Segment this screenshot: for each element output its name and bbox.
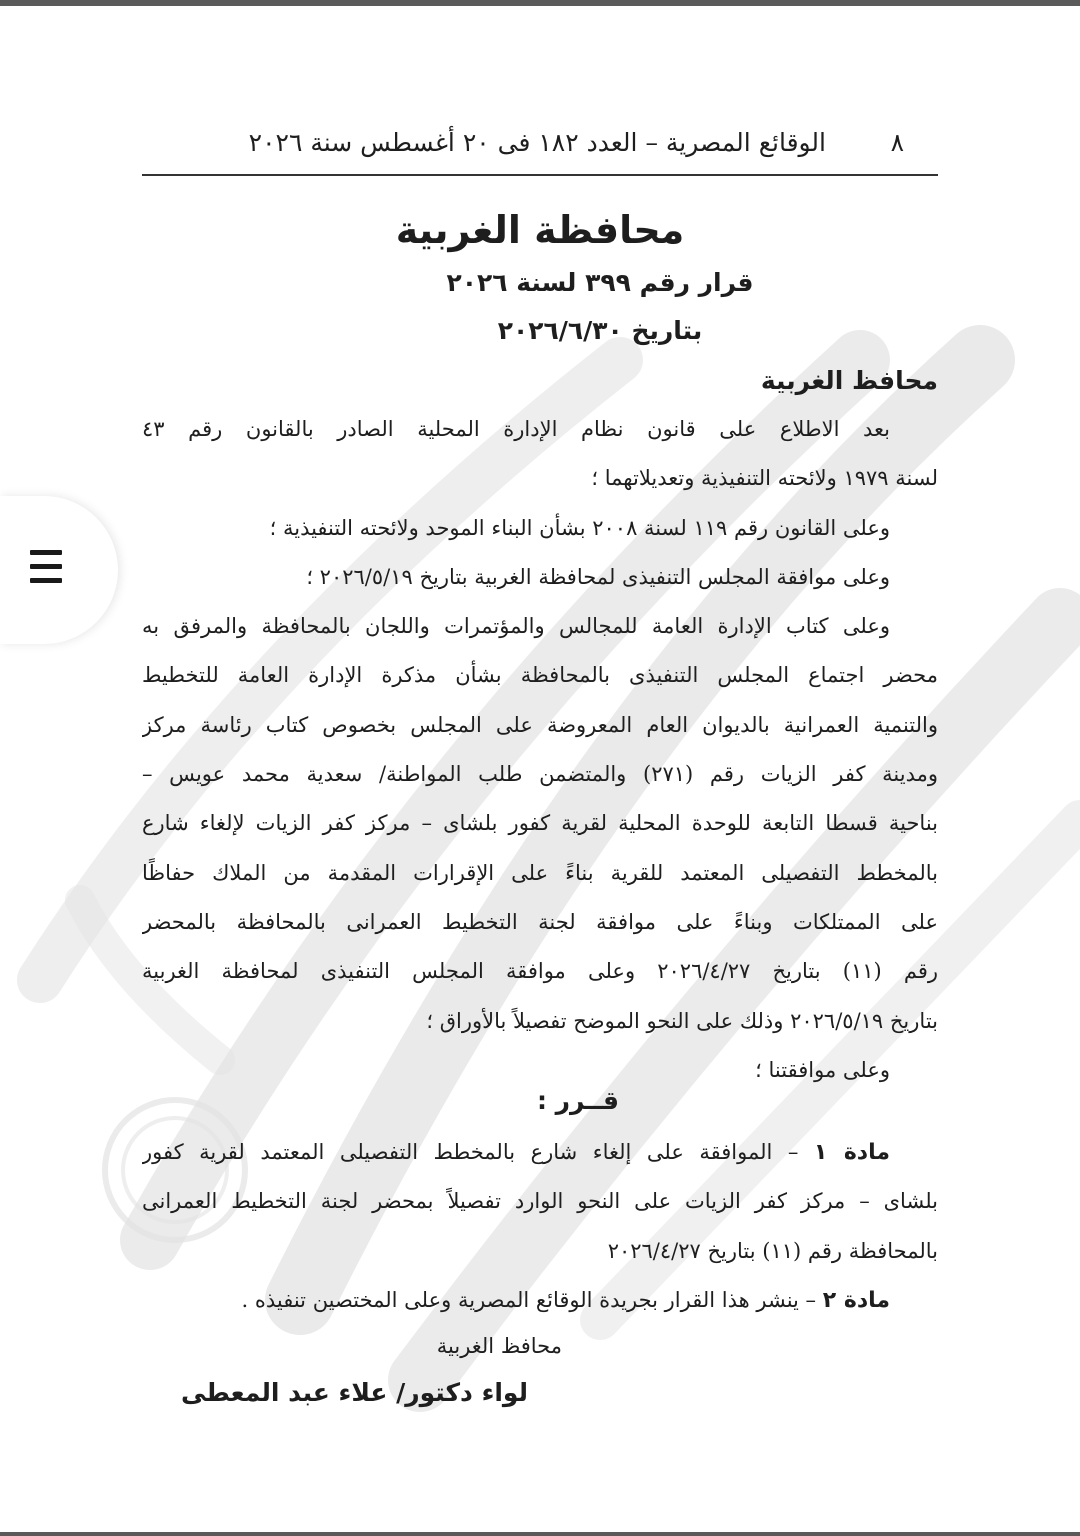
header-divider <box>142 174 938 176</box>
article-1-label: مادة ١ <box>813 1140 890 1165</box>
bottom-border <box>0 1532 1080 1536</box>
governorate-title: محافظة الغربية <box>395 208 685 252</box>
preamble-line: والتنمية العمرانية بالديوان العام المعروضة على المجلس بخصوص كتاب رئاسة مركز <box>142 712 938 737</box>
preamble-line: بعد الاطلاع على قانون نظام الإدارة المحلية الصادر بالقانون رقم ٤٣ <box>142 417 890 441</box>
preamble-line: وعلى كتاب الإدارة العامة للمجالس والمؤتمرات واللجان بالمحافظة والمرفق به <box>142 614 890 639</box>
preamble-line: ومدينة كفر الزيات رقم (٢٧١) والمتضمن طلب المواطنة/ سعدية محمد عويس – <box>142 762 938 787</box>
page-number: ٨ <box>890 128 904 157</box>
gazette-page <box>142 0 938 1536</box>
preamble-line: رقم (١١) بتاريخ ٢٠٢٦/٤/٢٧ وعلى موافقة المجلس التنفيذى لمحافظة الغربية <box>142 959 938 984</box>
preamble-line: محضر اجتماع المجلس التنفيذى بالمحافظة بشأن مذكرة الإدارة العامة للتخطيط <box>142 663 938 688</box>
decision-date: بتاريخ ٢٠٢٦/٦/٣٠ <box>497 316 703 345</box>
issuer-heading: محافظ الغربية <box>760 366 938 395</box>
hamburger-menu-icon <box>30 550 62 584</box>
preamble-line: بناحية قسطا التابعة للوحدة المحلية لقرية كفور بلشاى – مركز كفر الزيات لإلغاء شارع <box>142 811 938 836</box>
article-1-text: – الموافقة على إلغاء شارع بالمخطط التفصيلى المعتمد لقرية كفور <box>142 1140 799 1164</box>
article-2-label: مادة ٢ <box>822 1287 890 1313</box>
decision-number: قرار رقم ٣٩٩ لسنة ٢٠٢٦ <box>446 268 754 297</box>
preamble-line: لسنة ١٩٧٩ ولائحته التنفيذية وتعديلاتهما ؛ <box>591 466 938 491</box>
running-header <box>142 128 938 168</box>
preamble-line: وعلى موافقتنا ؛ <box>755 1057 890 1082</box>
article-1-line: بالمحافظة رقم (١١) بتاريخ ٢٠٢٦/٤/٢٧ <box>607 1238 938 1263</box>
article-1-line <box>142 1128 938 1177</box>
signature-title: محافظ الغربية <box>436 1334 562 1358</box>
articles <box>142 1128 938 1325</box>
article-1-line: بلشاى – مركز كفر الزيات على النحو الوارد تفصيلاً بمحضر لجنة التخطيط العمرانى <box>142 1189 938 1214</box>
preamble-line: على الممتلكات وبناءً على موافقة لجنة التخطيط العمرانى بالمحافظة بالمحضر <box>142 909 938 934</box>
article-2-line <box>142 1276 938 1325</box>
preamble-line: وعلى القانون رقم ١١٩ لسنة ٢٠٠٨ بشأن البناء الموحد ولائحته التنفيذية ؛ <box>269 515 890 540</box>
running-title: الوقائع المصرية – العدد ١٨٢ فى ٢٠ أغسطس سنة ٢٠٢٦ <box>248 128 826 157</box>
menu-button[interactable] <box>0 496 118 644</box>
signature-name: لواء دكتور/ علاء عبد المعطى <box>180 1378 528 1407</box>
decree-heading: قــرر : <box>536 1086 620 1115</box>
article-2-text: – ينشر هذا القرار بجريدة الوقائع المصرية وعلى المختصين تنفيذه . <box>241 1287 817 1312</box>
preamble-line: وعلى موافقة المجلس التنفيذى لمحافظة الغربية بتاريخ ٢٠٢٦/٥/١٩ ؛ <box>306 564 890 589</box>
preamble-line: بالمخطط التفصيلى المعتمد للقرية بناءً على الإقرارات المقدمة من الملاك حفاظًا <box>142 860 938 885</box>
preamble <box>142 405 938 1095</box>
preamble-line: بتاريخ ٢٠٢٦/٥/١٩ وذلك على النحو الموضح تفصيلاً بالأوراق ؛ <box>426 1008 938 1033</box>
